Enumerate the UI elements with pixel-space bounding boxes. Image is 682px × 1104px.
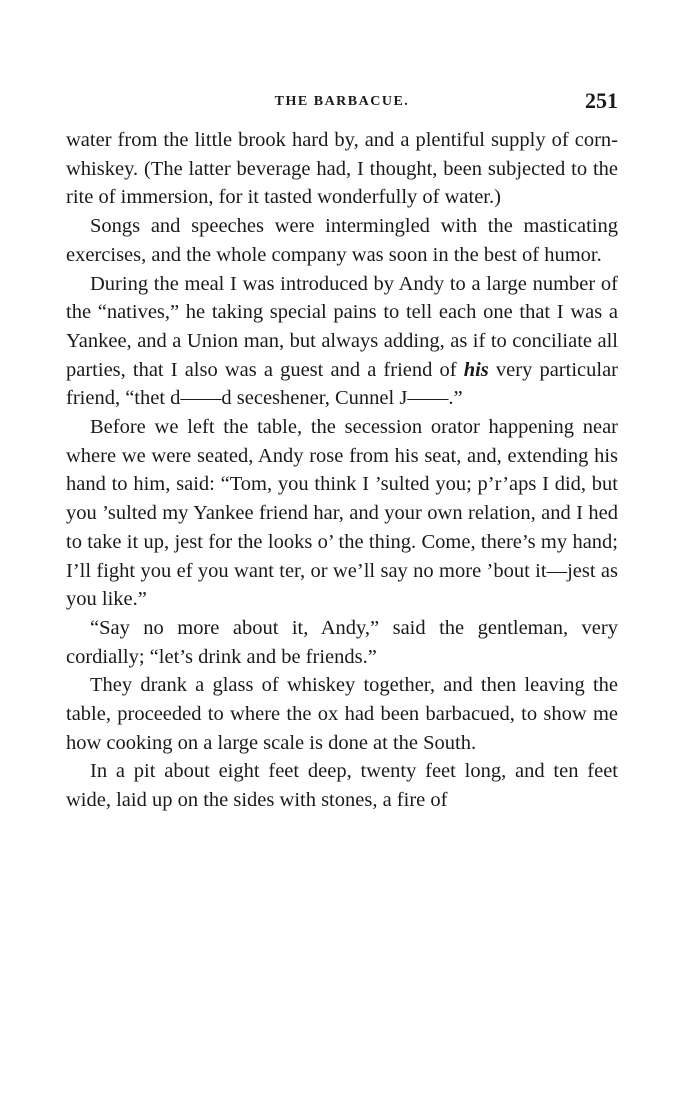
paragraph-continuation: water from the little brook hard by, and a plentiful supply of corn-whiskey. (The latter beverage had, I thought, been subjected to the rite of immersion, for it tasted wonderfully of water.)	[66, 129, 618, 209]
paragraph-they-drank: They drank a glass of whiskey together, and then leaving the table, proceeded to where the ox had been barbacued, to show me how cooking on a large scale is done at the South.	[66, 674, 618, 754]
paragraph-text-before: During the meal I was introduced by Andy to a large number of the “natives,” he taking special pains to tell each one that I was a Yankee, and a Union man, but always adding, as if to conciliate all parties, that I also was a guest and a friend of	[66, 272, 618, 381]
book-page	[66, 88, 618, 815]
emphasis-his: his	[463, 358, 489, 381]
page-number: 251	[585, 88, 618, 113]
running-title: THE BARBACUE.	[274, 94, 410, 109]
paragraph-before-we-left: Before we left the table, the secession orator happening near where we were seated, Andy rose from his seat, and, extending his hand to him, said: “Tom, you think I ’sulted you; p’r’aps I did, but you ’sulted my Yankee friend har, and your own relation, and I hed to take it up, jest for the looks o’ the thing. Come, there’s my hand; I’ll fight you ef you want ter, or we’ll say no more ’bout it—jest as you like.”	[66, 416, 618, 611]
paragraph-say-no-more: “Say no more about it, Andy,” said the gentleman, very cordially; “let’s drink and be friends.”	[66, 616, 618, 668]
paragraph-in-a-pit: In a pit about eight feet deep, twenty feet long, and ten feet wide, laid up on the sides with stones, a fire of	[66, 760, 618, 812]
paragraph-songs-and-speeches: Songs and speeches were intermingled with the masticating exercises, and the whole company was soon in the best of humor.	[66, 215, 618, 266]
body-text	[66, 126, 618, 815]
paragraph-during-the-meal	[66, 270, 618, 414]
paragraph-text-after: very particular friend, “thet d——d seceshener, Cunnel J——.”	[66, 358, 618, 410]
running-header	[66, 88, 618, 120]
